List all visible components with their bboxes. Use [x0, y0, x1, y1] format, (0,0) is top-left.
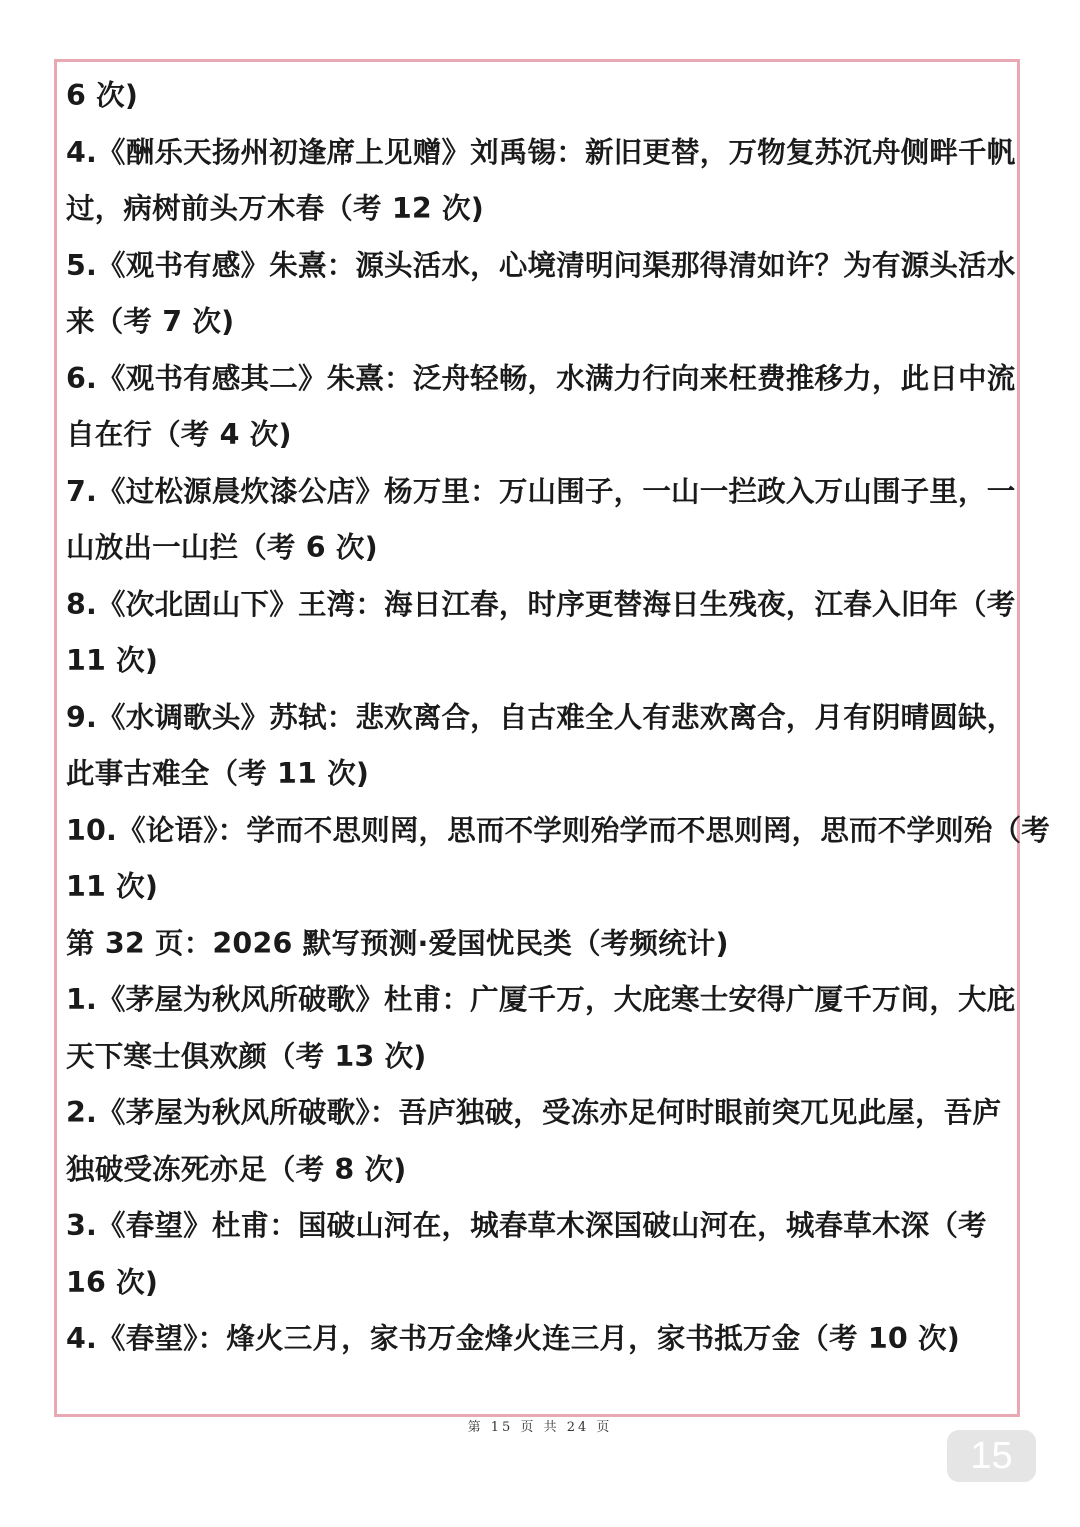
text-line: 11 次) [66, 870, 159, 903]
page-number-badge: 15 [947, 1430, 1036, 1482]
text-line: 来（考 7 次) [66, 305, 235, 338]
text-line: 1.《茅屋为秋风所破歌》杜甫：广厦千万，大庇寒士安得广厦千万间，大庇 [66, 983, 1016, 1016]
page-footer: 第 15 页 共 24 页 [467, 1420, 613, 1435]
text-line: 9.《水调歌头》苏轼：悲欢离合，自古难全人有悲欢离合，月有阴晴圆缺， [66, 700, 1016, 734]
text-line: 7.《过松源晨炊漆公店》杨万里：万山围子，一山一拦政入万山围子里，一 [66, 474, 1016, 508]
text-line: 8.《次北固山下》王湾：海日江春，时序更替海日生残夜，江春入旧年（考 [66, 587, 1016, 621]
text-line: 11 次) [66, 644, 159, 677]
document-body [66, 68, 1050, 1368]
text-line: 16 次) [66, 1265, 159, 1299]
section-heading: 第 32 页：2026 默写预测·爱国忧民类（考频统计) [66, 926, 729, 960]
text-line: 4.《酬乐天扬州初逢席上见赠》刘禹锡：新旧更替，万物复苏沉舟侧畔千帆 [66, 135, 1016, 169]
text-line: 6.《观书有感其二》朱熹：泛舟轻畅，水满力行向来枉费推移力，此日中流 [66, 361, 1016, 395]
text-line: 山放出一山拦（考 6 次) [66, 531, 378, 564]
text-line: 4.《春望》：烽火三月，家书万金烽火连三月，家书抵万金（考 10 次) [66, 1322, 960, 1355]
text-line: 10.《论语》：学而不思则罔，思而不学则殆学而不思则罔，思而不学则殆（考 [66, 813, 1050, 847]
text-line: 6 次) [66, 79, 139, 112]
text-line: 独破受冻死亦足（考 8 次) [66, 1152, 407, 1186]
text-line: 天下寒士俱欢颜（考 13 次) [66, 1039, 427, 1073]
text-line: 自在行（考 4 次) [66, 418, 292, 451]
text-line: 2.《茅屋为秋风所破歌》：吾庐独破，受冻亦足何时眼前突兀见此屋，吾庐 [66, 1096, 1002, 1129]
text-line: 5.《观书有感》朱熹：源头活水，心境清明问渠那得清如许？为有源头活水 [66, 248, 1016, 282]
text-line: 过，病树前头万木春（考 12 次) [66, 192, 484, 225]
text-line: 此事古难全（考 11 次) [66, 757, 370, 790]
text-line: 3.《春望》杜甫：国破山河在，城春草木深国破山河在，城春草木深（考 [66, 1209, 987, 1242]
